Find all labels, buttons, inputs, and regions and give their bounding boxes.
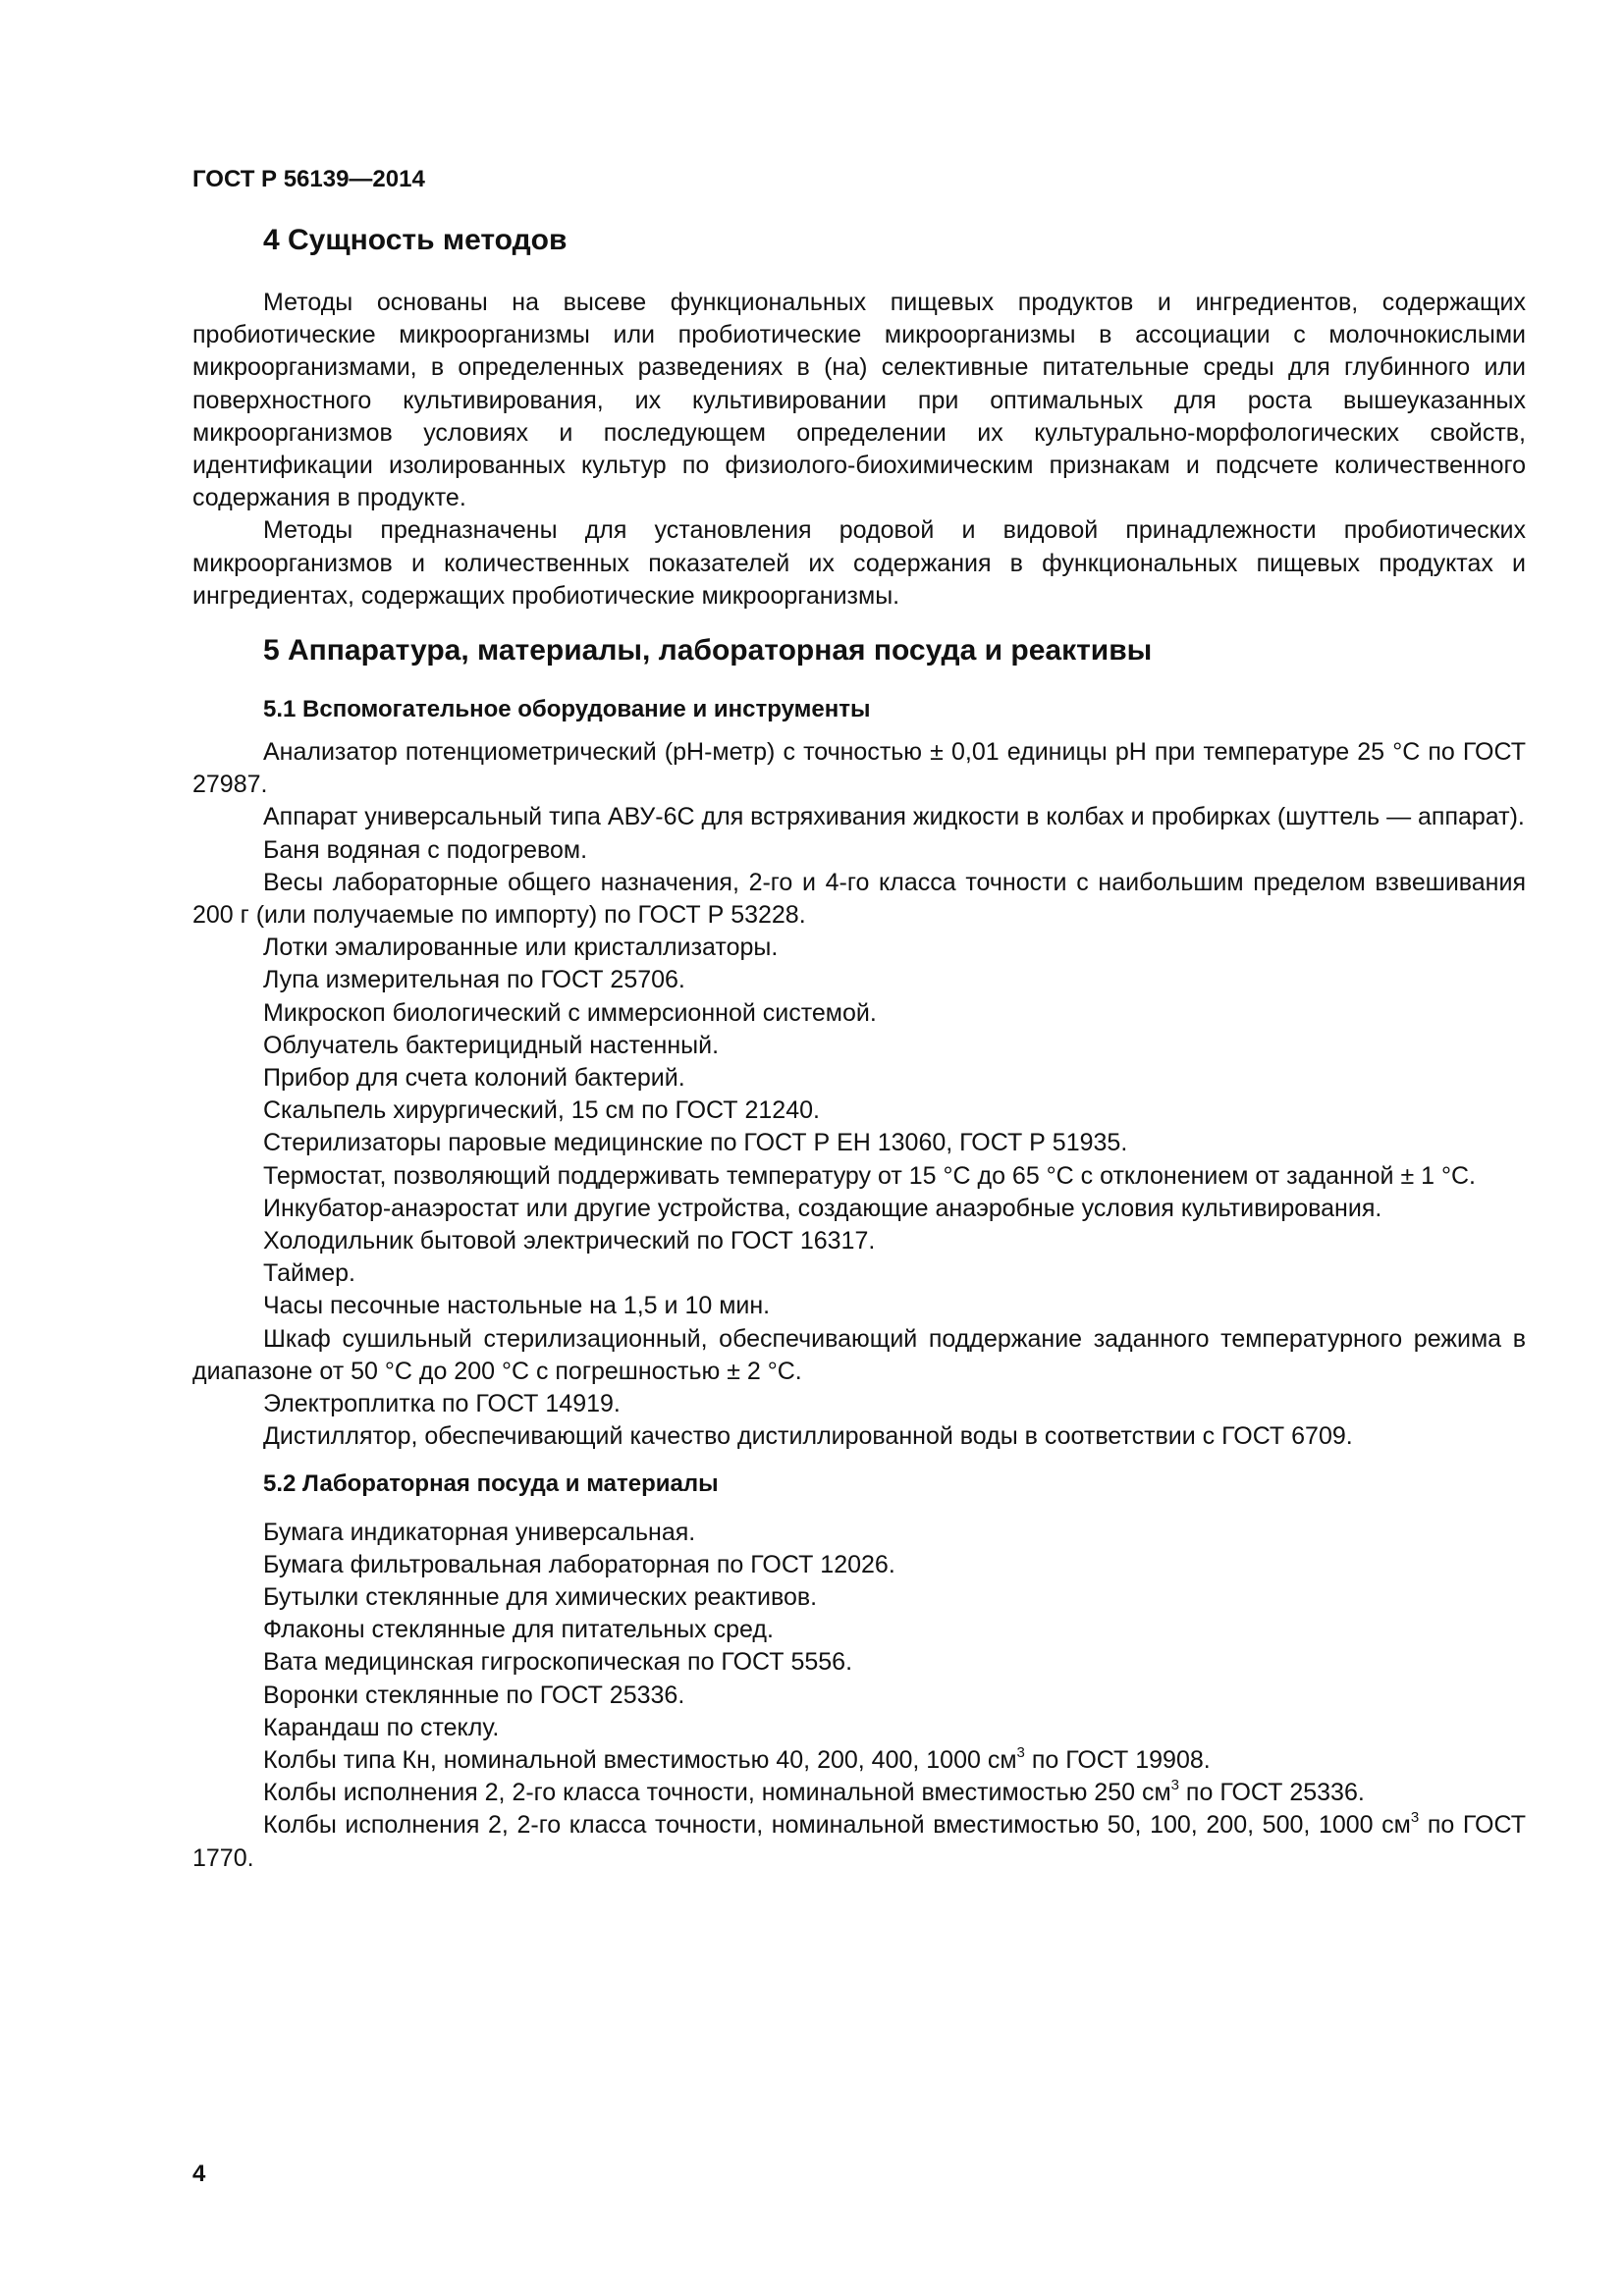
section-5-title: 5 Аппаратура, материалы, лабораторная посуда и реактивы [263,634,1153,667]
paragraph: Методы основаны на высеве функциональных пищевых продуктов и ингредиентов, содержащих пробиотические микроорганизмы или пробиотические микроорганизмы в ассоциации с молочнокислыми микроорганизмами, в определенных разведениях в (на) селективные питательные среды для глубинного или поверхностного культивирования, их культивировании при оптимальных для роста вышеуказанных микроорганизмов условиях и последующем определении их культурально-морфологических свойств, идентификации изолированных культур по физиолого-биохимическим признакам и подсчете количественного содержания в продукте. [192,289,1526,512]
list-item-text: по ГОСТ 25336. [1178,1779,1365,1807]
list-item: Вата медицинская гигроскопическая по ГОСТ 5556. [263,1648,853,1677]
list-item: Стерилизаторы паровые медицинские по ГОСТ Р ЕН 13060, ГОСТ Р 51935. [263,1129,1128,1157]
list-item: Бумага индикаторная универсальная. [263,1518,696,1546]
superscript: 3 [1016,1743,1025,1761]
section-4-title: 4 Сущность методов [263,224,568,256]
list-item-text: по ГОСТ 1770. [192,1811,1526,1872]
list-item [192,1777,1526,1809]
list-item: Флаконы стеклянные для питательных сред. [263,1616,774,1644]
list-item: Микроскоп биологический с иммерсионной системой. [263,998,877,1027]
list-item: Аппарат универсальный типа АВУ-6С для встряхивания жидкости в колбах и пробирках (шуттель — аппарат). [263,803,1525,831]
list-item: Воронки стеклянные по ГОСТ 25336. [263,1681,685,1709]
list-item: Термостат, позволяющий поддерживать температуру от 15 °С до 65 °С с отклонением от заданной ± 1 °С. [263,1161,1476,1190]
list-item: Инкубатор-анаэростат или другие устройства, создающие анаэробные условия культивирования. [263,1194,1382,1222]
superscript: 3 [1410,1809,1420,1827]
list-item: Карандаш по стеклу. [263,1713,500,1741]
list-item [192,1809,1526,1874]
list-item: Бумага фильтровальная лабораторная по ГОСТ 12026. [263,1550,895,1578]
list-item: Дистиллятор, обеспечивающий качество дистиллированной воды в соответствии с ГОСТ 6709. [263,1422,1353,1451]
list-item: Лотки эмалированные или кристаллизаторы. [263,934,779,962]
subsection-5-2-title: 5.2 Лабораторная посуда и материалы [263,1469,719,1497]
list-item: Анализатор потенциометрический (рН-метр) с точностью ± 0,01 единицы рН при температуре 25 °С по ГОСТ 27987. [192,738,1526,799]
list-item-text: Колбы исполнения 2, 2-го класса точности, номинальной вместимостью 50, 100, 200, 500, 1000 см [263,1811,1411,1840]
document-code-header: ГОСТ Р 56139—2014 [192,166,425,192]
list-item: Таймер. [263,1259,355,1288]
list-item: Баня водяная с подогревом. [263,835,588,864]
list-item-text: Колбы исполнения 2, 2-го класса точности, номинальной вместимостью 250 см [263,1779,1171,1807]
superscript: 3 [1170,1777,1179,1794]
page-number: 4 [192,2161,206,2187]
list-item: Электроплитка по ГОСТ 14919. [263,1390,621,1418]
page-content [192,222,1526,1875]
list-item: Облучатель бактерицидный настенный. [263,1031,720,1059]
list-item-text: Колбы типа Кн, номинальной вместимостью 40, 200, 400, 1000 см [263,1745,1017,1774]
list-item: Холодильник бытовой электрический по ГОСТ 16317. [263,1227,876,1255]
list-item: Лупа измерительная по ГОСТ 25706. [263,966,685,994]
list-item: Часы песочные настольные на 1,5 и 10 мин. [263,1292,771,1320]
list-item-text: по ГОСТ 19908. [1024,1745,1211,1774]
paragraph: Методы предназначены для установления родовой и видовой принадлежности пробиотических микроорганизмов и количественных показателей их содержания в функциональных пищевых продуктах и ингредиентах, содержащих пробиотические микроорганизмы. [192,516,1526,610]
list-item [192,1744,1526,1777]
list-item: Прибор для счета колоний бактерий. [263,1064,685,1093]
subsection-5-1-title: 5.1 Вспомогательное оборудование и инструменты [263,696,871,723]
list-item: Шкаф сушильный стерилизационный, обеспечивающий поддержание заданного температурного режима в диапазоне от 50 °С до 200 °С с погрешностью ± 2 °С. [192,1324,1526,1385]
list-item: Бутылки стеклянные для химических реактивов. [263,1582,818,1611]
list-item: Скальпель хирургический, 15 см по ГОСТ 21240. [263,1096,820,1125]
list-item: Весы лабораторные общего назначения, 2-го и 4-го класса точности с наибольшим пределом взвешивания 200 г (или получаемые по импорту) по ГОСТ Р 53228. [192,868,1526,930]
